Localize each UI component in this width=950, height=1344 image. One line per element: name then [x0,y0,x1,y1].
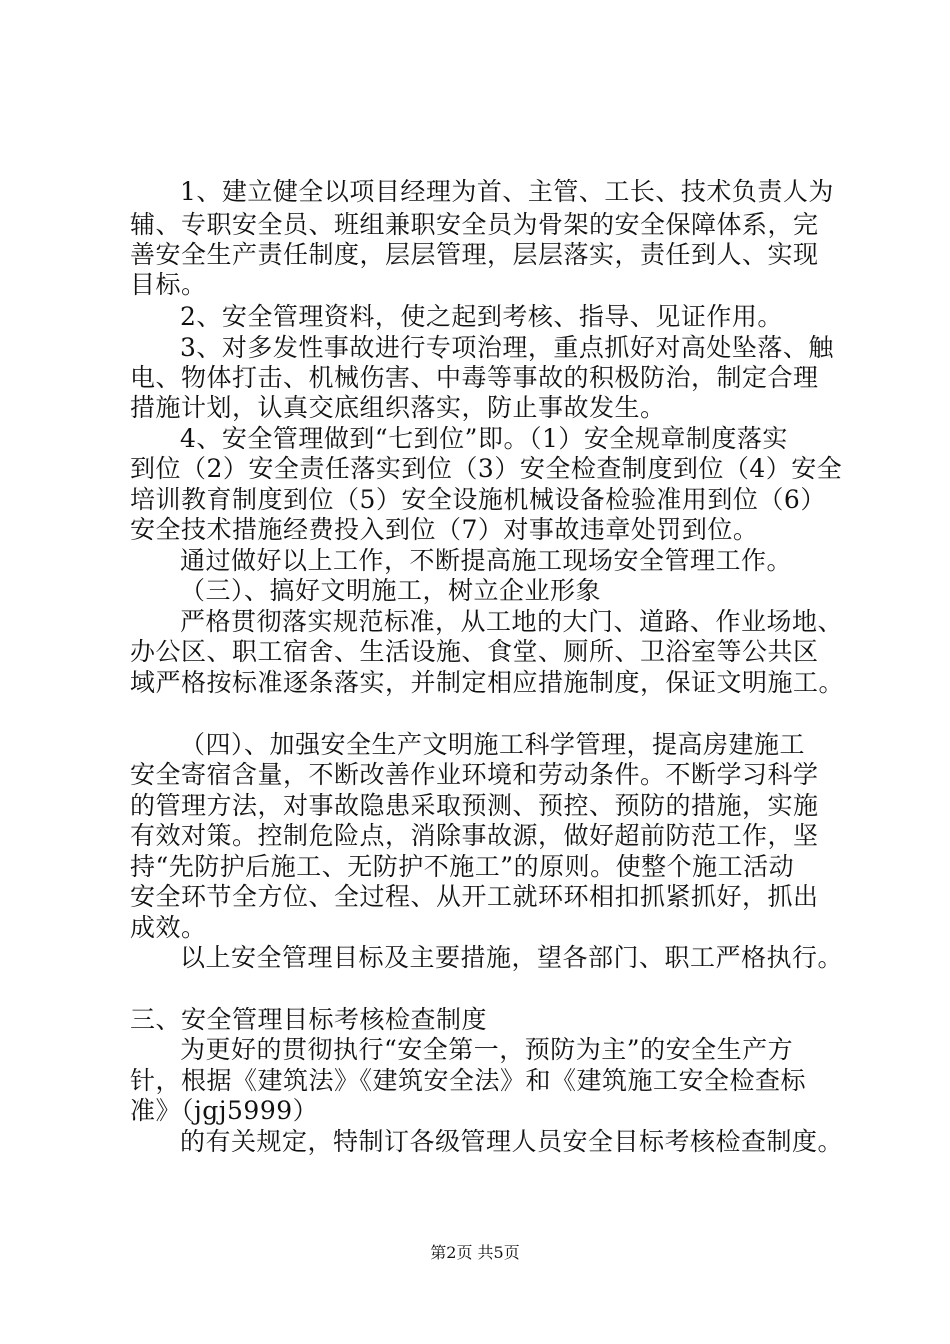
text-line: 安全环节全方位、全过程、从开工就环环相扣抓紧抓好，抓出 [130,882,819,911]
text-line: 辅、专职安全员、班组兼职安全员为骨架的安全保障体系，完 [130,210,819,239]
section-heading: （四）、加强安全生产文明施工科学管理，提高房建施工 [180,730,806,759]
section-heading: （三）、搞好文明施工，树立企业形象 [180,576,602,605]
text-line: 的管理方法，对事故隐患采取预测、预控、预防的措施，实施 [130,791,819,820]
text-line: 针，根据《建筑法》《建筑安全法》和《建筑施工安全检查标 [130,1066,807,1095]
text-line: 善安全生产责任制度，层层管理，层层落实，责任到人、实现 [130,240,819,269]
text-line: 2、安全管理资料，使之起到考核、指导、见证作用。 [180,302,783,331]
text-line: 目标。 [130,270,207,299]
text-line: 办公区、职工宿舍、生活设施、食堂、厕所、卫浴室等公共区 [130,637,819,666]
text-line: 域严格按标准逐条落实，并制定相应措施制度，保证文明施工。 [130,668,845,697]
text-line: 为更好的贯彻执行“安全第一，预防为主”的安全生产方 [180,1035,794,1064]
text-line: 有效对策。控制危险点，消除事故源，做好超前防范工作，坚 [130,821,819,850]
text-line: 安全技术措施经费投入到位（7）对事故违章处罚到位。 [130,515,759,544]
text-line: 成效。 [130,913,207,942]
section-heading: 三、安全管理目标考核检查制度 [130,1005,488,1034]
text-line: 安全寄宿含量，不断改善作业环境和劳动条件。不断学习科学 [130,760,819,789]
text-line: 到位（2）安全责任落实到位（3）安全检查制度到位（4）安全 [130,454,843,483]
text-line: 的有关规定，特制订各级管理人员安全目标考核检查制度。 [180,1127,844,1156]
text-line: 1、建立健全以项目经理为首、主管、工长、技术负责人为 [180,177,834,206]
text-line: 以上安全管理目标及主要措施，望各部门、职工严格执行。 [180,943,844,972]
text-line: 培训教育制度到位（5）安全设施机械设备检验准用到位（6） [130,485,826,514]
text-line: 3、对多发性事故进行专项治理，重点抓好对高处坠落、触 [180,333,834,362]
text-line: 持“先防护后施工、无防护不施工”的原则。使整个施工活动 [130,852,795,881]
text-line: 严格贯彻落实规范标准，从工地的大门、道路、作业场地、 [180,607,844,636]
text-line: 准》（jgj5999） [130,1096,319,1125]
page-number-footer: 第2页 共5页 [430,1243,520,1262]
text-line: 电、物体打击、机械伤害、中毒等事故的积极防治，制定合理 [130,363,819,392]
text-line: 通过做好以上工作，不断提高施工现场安全管理工作。 [180,546,793,575]
text-line: 措施计划，认真交底组织落实，防止事故发生。 [130,393,666,422]
text-line: 4、安全管理做到“七到位”即。（1）安全规章制度落实 [180,424,788,453]
